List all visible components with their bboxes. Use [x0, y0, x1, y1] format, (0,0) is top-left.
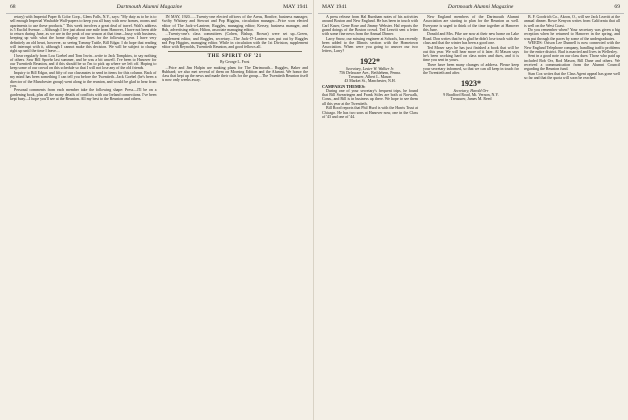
magazine-title: Dartmouth Alumni Magazine	[116, 4, 183, 10]
section-subheading: CAMPAIGN THEMES:	[322, 83, 366, 89]
paragraph: ...Twenty-one's class committees (Cohen, Bishop, Brown) were set up...Green, supplement editor, and Ruggles, secretary....The Jack-O'-Lantern was put out by Ruggles and Pop Higgins, managing editor. While in circulation with the 1st Division, supplement editor with Reynolds, Twentieth Reunion, and good fellows all.	[161, 31, 308, 50]
issue-date: MAY 1941	[322, 4, 347, 10]
right-page	[318, 0, 624, 420]
paragraph: Ted Moser says he has just finished a book that will be out this year. We will hear more of it later. Al Mason says he's been working hard on class notes and dues, and it is time you sent in yours.	[423, 44, 519, 63]
poem-title: THE SPIRIT OF '21	[207, 54, 262, 60]
paragraph: IN MAY, 1920.......Twenty-one elected officers of the Areas, Bonfire, business manager, Swifty Whitney and Stewart and Pop Higgins, circulation manager....Price won elected editor of The Jack-o-Lantern; Ruggles, managing editor; Kersey, business manager, and Hub, advertising editor; Hilton, associate managing editor.	[161, 15, 308, 32]
issue-date: MAY 1941	[283, 4, 308, 10]
class-secretary: Secretary, Lester W. Walker Jr.	[345, 65, 395, 71]
page-number: 68	[10, 4, 16, 10]
class-secretary: Secretary, Harold Orr	[453, 87, 489, 93]
poem-byline: By George L. Frost	[220, 60, 250, 65]
paragraph: There have been many changes of address. Please keep your secretary informed, so that we can all keep in touch for the Twentieth and after.	[423, 61, 519, 76]
paragraph: Personal comments from each member take the following shape: Press—I'll be on a gardening book, plus all the many details of conflicts with our Ireland connections. I've been kept busy—I hope you'll see at the Reunion. All my best to the Reunion and others.	[10, 87, 157, 101]
right-column-3	[524, 15, 620, 418]
divider	[168, 51, 303, 52]
paragraph: A press release from Hal Burnham notes of his activities around Boston and New England. He has been in touch with Carl Kaser, Gene Rose and Jimmy Webster. Hal reports the grand doings of the Boston crowd. Ted Leavitt sent a letter with some fine news from the Annual Dinner.	[322, 15, 418, 36]
right-page-header	[318, 0, 624, 14]
page-number: 69	[614, 4, 620, 10]
paragraph: WEEDS: Orison Lee Dunnell is now connected with the New England Telephone company, handling traffic problems for the entire district. Bud is married and lives in Wellesley.	[524, 40, 620, 54]
left-page-header	[6, 0, 312, 14]
page-gutter	[313, 0, 314, 420]
left-page-columns	[10, 15, 308, 418]
treasurer-address: 43 Market St., Manchester, N.H.	[344, 78, 396, 84]
paragraph: B. F. Goodrich Co., Akron, O., will see Jack Leavitt at the annual dinner. Rowe Kenyon writes from California that all is well on the West Coast.	[524, 15, 620, 28]
treasurer: Treasurer, James M. Reed	[450, 96, 492, 102]
paragraph: Sent in a good note on our class dues: Those who paid up included Bob Orr, Rod Mason, Bill Dane and others. We received a communication from the Alumni Council regarding the Reunion fund.	[524, 53, 620, 72]
left-page	[6, 0, 312, 420]
magazine-title: Dartmouth Alumni Magazine	[447, 4, 514, 10]
treasurer: Treasurer, Albert L. Mason	[348, 74, 392, 80]
paragraph: retary) with Imperial Paper & Color Corp., Glens Falls, N.Y., says: "My duty as to be is to sell enough Imperial Washable Wall-papers to keep you all busy with new homes, rooms and apartments to use these products." This week involves a great deal of travel. Walt's address is 5 Euclid Avenue. ...Although I live just about one mile from Hanover, I have not been able to return during June, as we are in the peak of our season at that time—busy with business, keeping up with what the home display our lines for the following year. I have very definitely an old heart, however, so seeing Tommy Tuttle, Bill Edgar. I do hope that reading will interrupt with it, although I cannot make this decision. We will be subject to change right up until the time I leave....	[10, 15, 157, 53]
class-heading-1923: 1923*	[461, 78, 481, 88]
paragraph: ...Price and Jim Halpin are making plans for The Dartmouth... Ruggles, Baker and Hubbard; we also met several of them on Morning Edition and the Alumni. We honor the class that kept up the news and made their calls for the group....The Twentieth Reunion itself is now only weeks away.	[161, 64, 308, 83]
right-page-columns	[322, 15, 620, 418]
paragraph: Donald and Mrs. Pike are now at their new home on Lake Road. Don writes that he is glad he didn't lose touch with the class and that the winter has been a good one.	[423, 31, 519, 45]
right-column-2	[423, 15, 519, 418]
left-column-1	[10, 15, 157, 418]
paragraph: Larry Snow, our missing engineer at Schools, has recently been added to the Illinois section with the Hometown Association. When were you going to answer our two letters, Larry?	[322, 35, 418, 54]
secretary-address: 756 Delaware Ave., Bethlehem, Penna.	[339, 69, 401, 75]
paragraph: New England members of the Dartmouth Alumni Association are starting to plan for the Reunion as well. Everyone is urged to think of the time together at Hanover this June.	[423, 15, 519, 32]
right-column-1	[322, 15, 418, 418]
class-heading-1922: 1922*	[360, 56, 380, 66]
left-column-2	[162, 15, 309, 418]
paragraph: Bill Rood reports that Phil Hurd is with the Harris Trust at Chicago. He has two sons at Hanover now, one in the Class of '43 and one of '44.	[322, 105, 418, 119]
secretary-address: 9 Bradford Road, Mt. Vernon, N.Y.	[443, 91, 499, 97]
paragraph: During one of your secretary's frequent trips, he found that Bill Swearingen and Frank Stiles are both at Norwalk, Conn., and Bill is in business up there. We hope to see them all this year at the Twentieth.	[322, 87, 418, 106]
paragraph: Do you remember when? Your secretary was given a big reception when he returned to Hanover in the spring, and was put through the paces by some of the undergraduates.	[524, 27, 620, 41]
paragraph: Stan Cox writes that the Class Agent appeal has gone well so far and that the quota will soon be reached.	[524, 70, 620, 81]
paragraph: I hear regularly from Lou Goebel and Tom Irwin...write to Jack Tompkins, to say nothing of others. Saw Bill Spoehr last summer, and he was a bit unwell. I've been to Hanover for our Twentieth Reunion, and if this should be so I'm to pick up where we left off. Hoping to keep some of our crowd on this schedule so that I will not lose any of the old friends.	[10, 52, 157, 71]
paragraph: Inquiry to Bill Edgar, and fifty of our classmates to send in items for this column. Back of my mind has been something I can tell you before the Twentieth...Jack Goebel (he's been a director of the Manchester group) went along to the reunion, and would be glad to hear from you.	[10, 70, 157, 88]
